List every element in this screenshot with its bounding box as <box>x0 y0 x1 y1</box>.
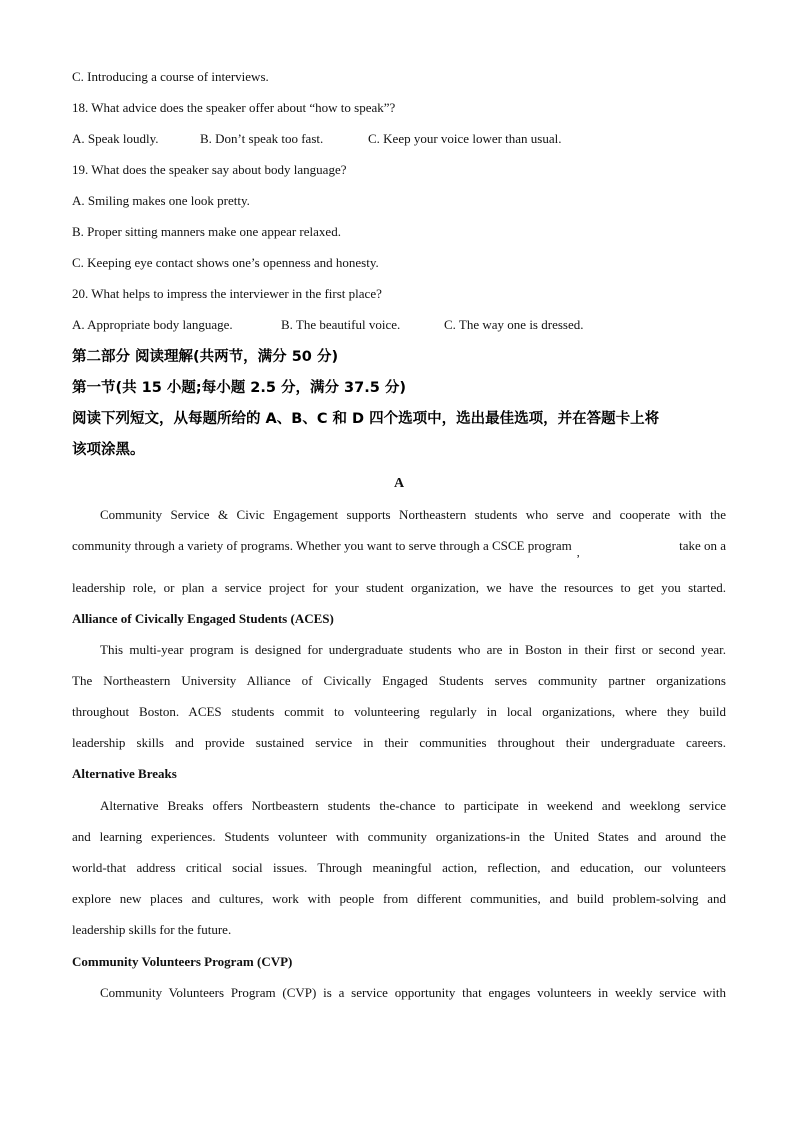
intro-line-2-b: take on a <box>679 538 726 553</box>
q20-stem: 20. What helps to impress the interviewer in the first place? <box>72 286 382 301</box>
intro-line-1: Community Service & Civic Engagement supports Northeastern students who serve and cooperate with the <box>100 507 726 522</box>
q20-option-a: A. Appropriate body language. <box>72 317 233 332</box>
q18-option-a: A. Speak loudly. <box>72 131 159 146</box>
breaks-line-1: Alternative Breaks offers Nortbeastern students the-chance to participate in weekend and weeklong service <box>100 798 726 813</box>
q18-option-b: B. Don’t speak too fast. <box>200 131 324 146</box>
breaks-heading: Alternative Breaks <box>72 766 177 781</box>
q19-option-c: C. Keeping eye contact shows one’s openness and honesty. <box>72 255 379 270</box>
instruction-line-2: 该项涂黑。 <box>72 442 145 458</box>
q19-option-b: B. Proper sitting manners make one appear relaxed. <box>72 224 341 239</box>
breaks-line-2: and learning experiences. Students volunteer with community organizations-in the United States and around the <box>72 829 726 844</box>
q19-stem: 19. What does the speaker say about body language? <box>72 162 347 177</box>
breaks-line-3: world-that address critical social issues. Through meaningful action, reflection, and education, our volunteers <box>72 860 726 875</box>
cvp-heading: Community Volunteers Program (CVP) <box>72 954 293 969</box>
aces-line-1: This multi-year program is designed for undergraduate students who are in Boston in their first or second year. <box>100 642 726 657</box>
aces-line-3: throughout Boston. ACES students commit to volunteering regularly in local organizations, where they build <box>72 704 726 719</box>
q18-option-c: C. Keep your voice lower than usual. <box>368 131 562 146</box>
intro-line-2-a: community through a variety of programs. Whether you want to serve through a CSCE program <box>72 538 572 553</box>
cvp-line-1: Community Volunteers Program (CVP) is a service opportunity that engages volunteers in weekly service with <box>100 985 726 1000</box>
part2-title: 第二部分 阅读理解(共两节，满分 50 分) <box>72 349 339 365</box>
intro-comma: , <box>576 545 580 559</box>
q18-options <box>72 130 562 148</box>
q20-option-c: C. The way one is dressed. <box>444 317 584 332</box>
breaks-line-5: leadership skills for the future. <box>72 922 232 937</box>
intro-line-2 <box>72 537 726 559</box>
breaks-line-4: explore new places and cultures, work with people from different communities, and build problem-solving and <box>72 891 726 906</box>
q20-option-b: B. The beautiful voice. <box>281 317 401 332</box>
passage-letter: A <box>393 476 405 491</box>
q19-option-a: A. Smiling makes one look pretty. <box>72 193 250 208</box>
aces-line-2: The Northeastern University Alliance of Civically Engaged Students serves community partner organizations <box>72 673 726 688</box>
q20-options <box>72 316 583 334</box>
aces-heading: Alliance of Civically Engaged Students (ACES) <box>72 611 334 626</box>
q17-option-c: C. Introducing a course of interviews. <box>72 69 269 84</box>
section1-title: 第一节(共 15 小题;每小题 2.5 分，满分 37.5 分) <box>72 380 406 396</box>
instruction-line-1: 阅读下列短文，从每题所给的 A、B、C 和 D 四个选项中，选出最佳选项，并在答题卡上将 <box>72 411 660 427</box>
aces-line-4: leadership skills and provide sustained service in their communities throughout their undergraduate careers. <box>72 735 726 750</box>
intro-line-3: leadership role, or plan a service project for your student organization, we have the resources to get you started. <box>72 580 726 595</box>
q18-stem: 18. What advice does the speaker offer about “how to speak”? <box>72 100 396 115</box>
